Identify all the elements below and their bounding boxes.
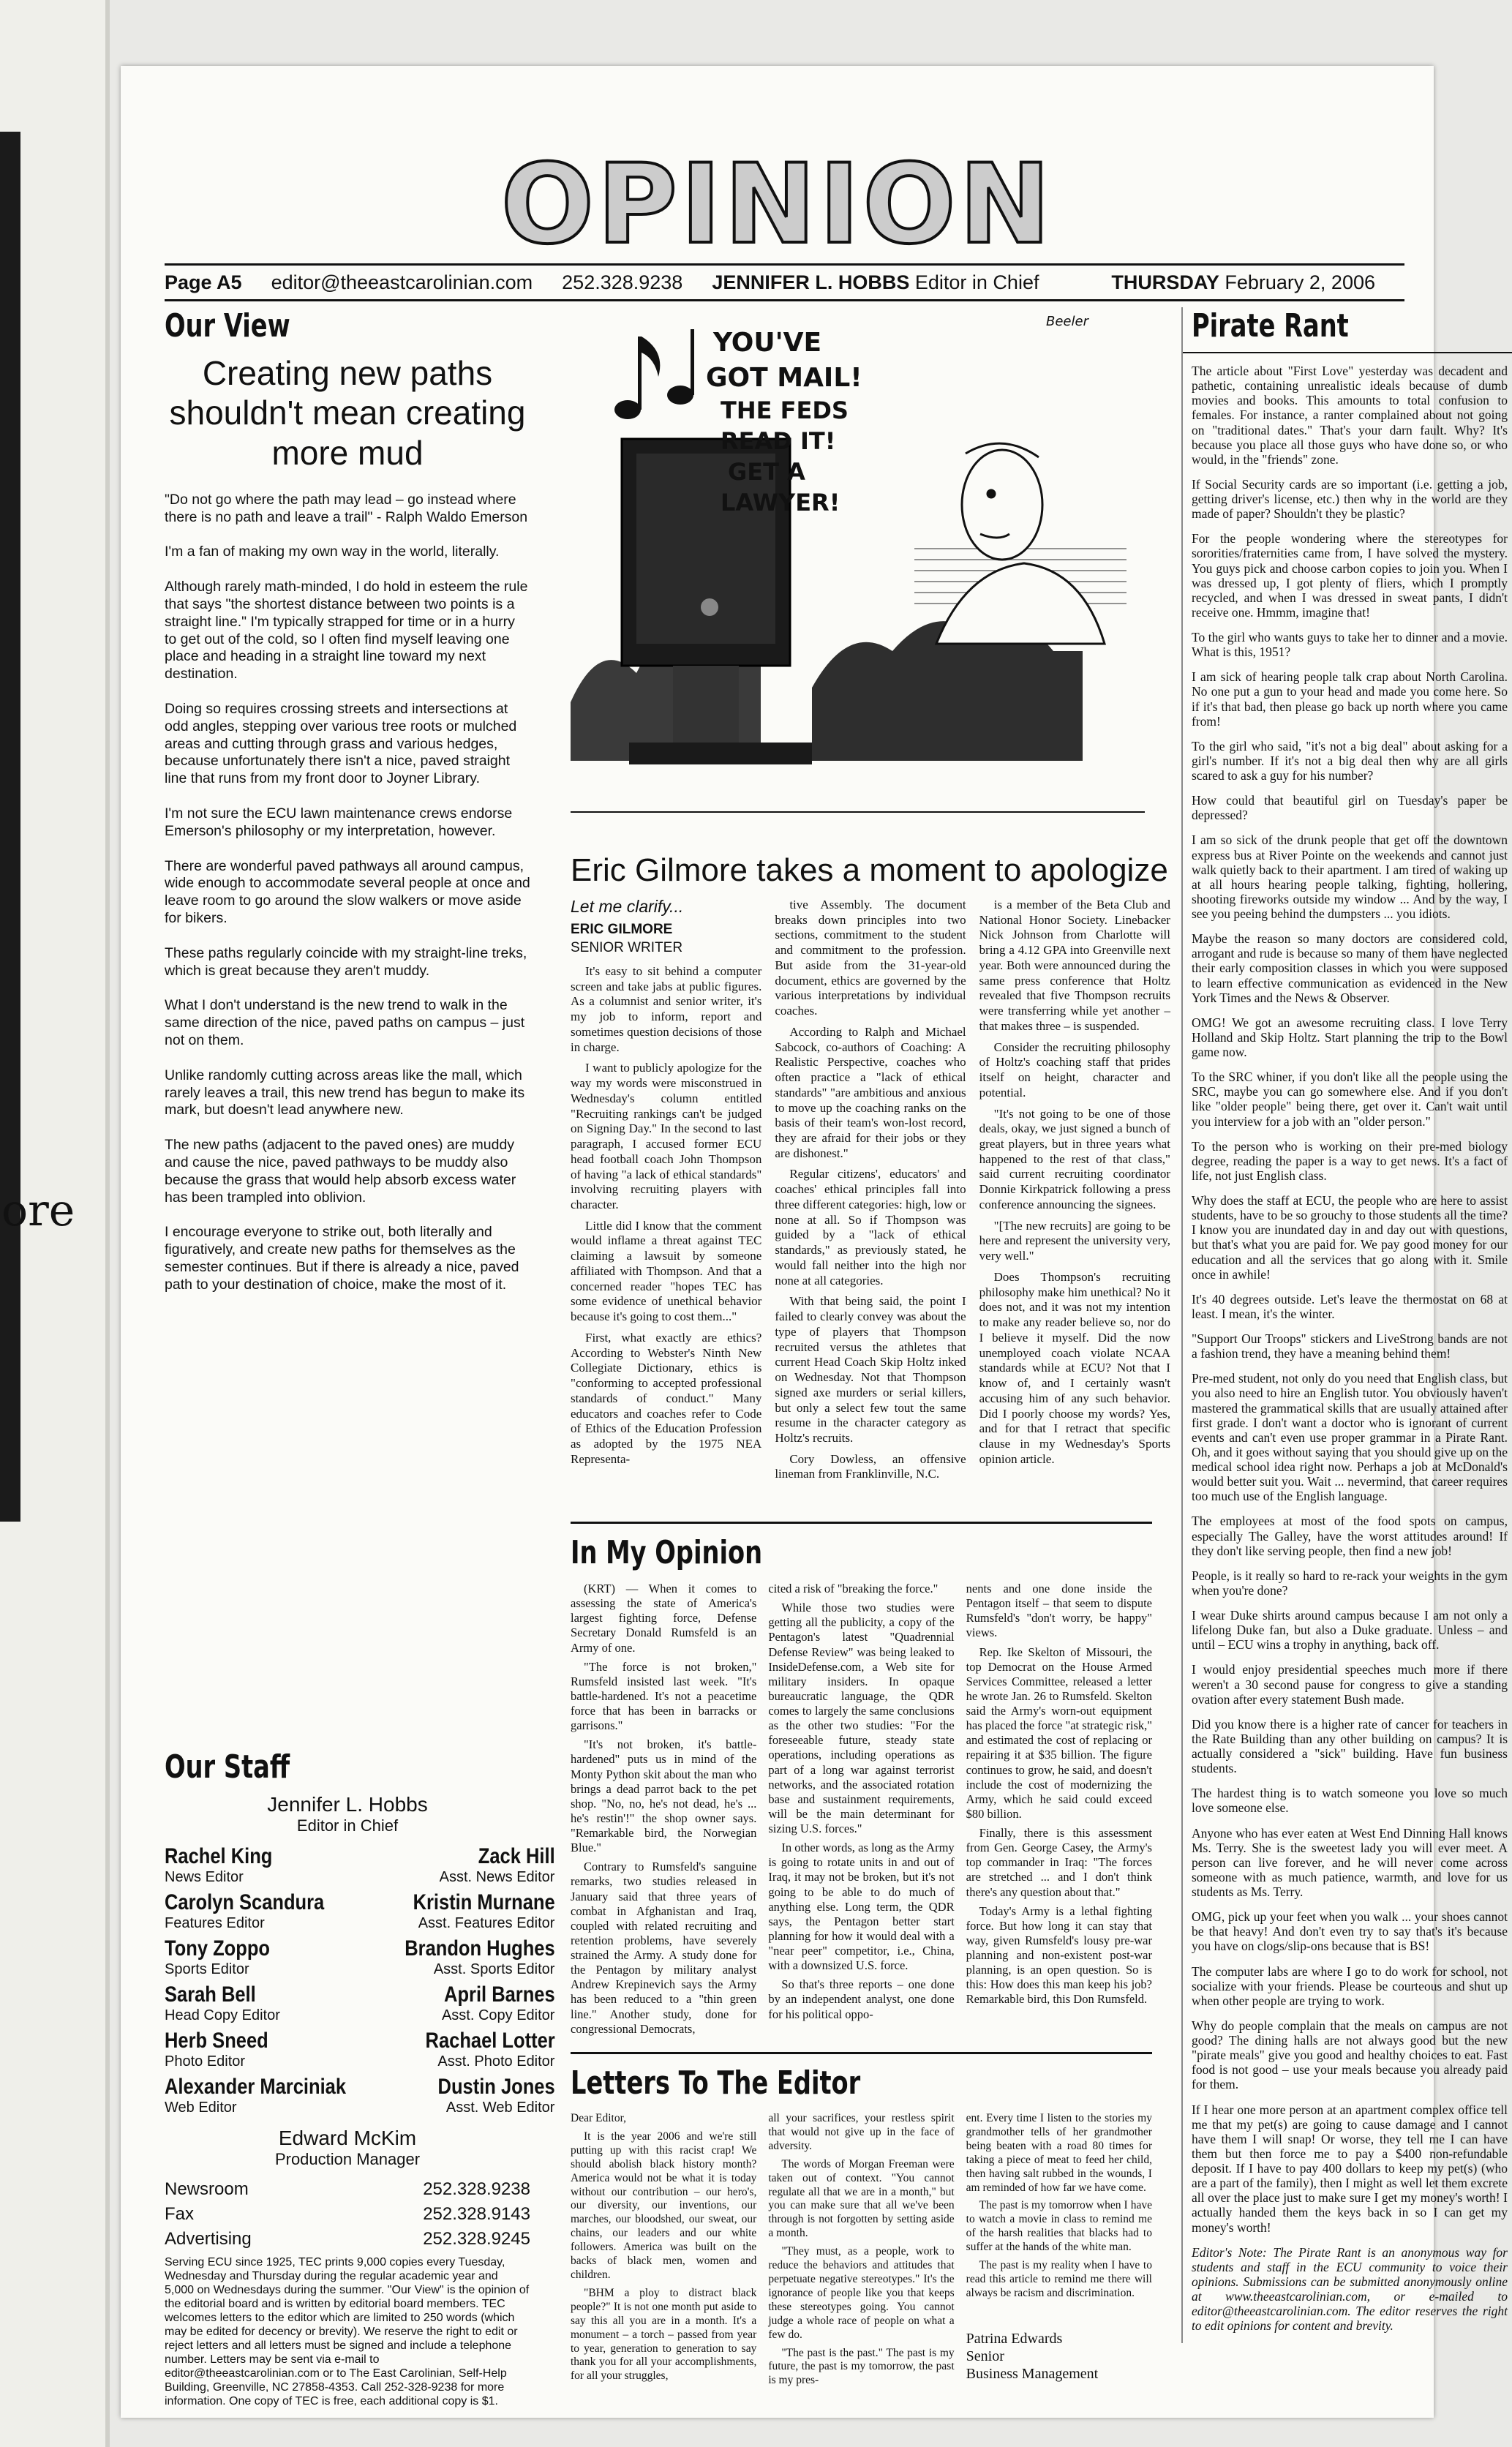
paragraph: "It's not broken, it's battle-hardened" puts us in mind of the Monty Python skit about the man who brings a dead parrot back to the pet shop. "No, no, he's not dead, he's ... he's restin'!" the shop owner says. "Remarkable bird, the Norwegian Blue."	[571, 1737, 757, 1855]
staff-member	[165, 2075, 378, 2116]
paragraph: So that's three reports – one done by an independent analyst, one done for his political oppo-	[768, 1977, 955, 2021]
opinion-col-3	[966, 1582, 1152, 2041]
letter-signature: Patrina Edwards Senior Business Management	[966, 2330, 1099, 2382]
editor-email: editor@theeastcarolinian.com	[271, 271, 533, 293]
cartoonist-signature: Beeler	[1046, 314, 1088, 329]
speech-line: YOU'VE	[713, 328, 822, 358]
paragraph: In other words, as long as the Army is going to rotate units in and out of Iraq, it may not be broken, but it's not going to be able to do much of anything else. Long term, the QDR says, the Pentagon better start planning for how it would deal with a "near peer" competitor, i.e., China, with a downsized U.S. force.	[768, 1841, 955, 1973]
staff-role: Asst. Photo Editor	[437, 2053, 555, 2070]
rant-item: To the SRC whiner, if you don't like all the people using the SRC, maybe you can go somewhere else. And if you don't like "older people" being there, get over it. Can't wait until you interview for a job with an "older person."	[1192, 1070, 1508, 1129]
contact-label: Newsroom	[165, 2179, 249, 2199]
staff-name: Brandon Hughes	[405, 1936, 555, 1961]
rant-item: To the girl who wants guys to take her to dinner and a movie. What is this, 1951?	[1192, 630, 1508, 660]
staff-name: April Barnes	[443, 1982, 555, 2007]
rant-item: OMG! We got an awesome recruiting class. I love Terry Holland and Skip Holtz. Start planning the trip to the Bowl game now.	[1192, 1015, 1508, 1059]
our-staff-heading: Our Staff	[165, 1748, 290, 1786]
staff-name: Kristin Murnane	[413, 1890, 555, 1914]
section-masthead: OPINION	[500, 141, 1054, 268]
staff-member	[165, 1844, 378, 1886]
paragraph: Finally, there is this assessment from Gen. George Casey, the Army's top commander in Iraq: "The forces are stretched ... and I don't think there's any question about that."	[966, 1826, 1152, 1899]
page-info-bar	[165, 263, 1404, 301]
paragraph: ent. Every time I listen to the stories my grandmother tells of her grandmother being beaten with a road 80 times for taking a piece of meat to feed her child, then having salt rubbed in the wounds, I am reminded of how far we have come.	[966, 2112, 1152, 2194]
previous-page-edge	[0, 0, 110, 2447]
rant-item: Maybe the reason so many doctors are considered cold, arrogant and rude is because so many of them have neglected their early composition classes in which you were supposed to learn effective communication as evidenced in the New York Times and the News & Observer.	[1192, 931, 1508, 1005]
staff-member	[378, 2075, 555, 2116]
gilmore-column	[571, 852, 1170, 1488]
rant-item: I would enjoy presidential speeches much more if there weren't a 30 second pause for congress to give a standing ovation after every statement Bush made.	[1192, 1662, 1508, 1707]
paragraph: Cory Dowless, an offensive lineman from Franklinville, N.C.	[775, 1451, 966, 1481]
staff-member	[165, 1936, 378, 1978]
paragraph: "[The new recruits] are going to be here and represent the university very, very well."	[979, 1218, 1170, 1263]
in-my-opinion-section	[571, 1522, 1152, 2041]
rant-item: How could that beautiful girl on Tuesday's paper be depressed?	[1192, 793, 1508, 823]
rant-item: The employees at most of the food spots on campus, especially The Galley, have the worst attitudes around! If they don't like serving people, then find a new job!	[1192, 1514, 1508, 1558]
rant-item: To the girl who said, "it's not a big deal" about asking for a girl's number. If it's not a big deal then why are all girls scared to ask a guy for his number?	[1192, 738, 1508, 783]
rant-item: People, is it really so hard to re-rack your weights in the gym when you're done?	[1192, 1568, 1508, 1598]
our-view-heading: Our View	[165, 307, 290, 345]
paragraph: nents and one done inside the Pentagon itself – that seem to dispute Rumsfeld's "don't worry, be happy" views.	[966, 1582, 1152, 1640]
opinion-col-1	[571, 1582, 756, 2041]
paragraph: Today's Army is a lethal fighting force. But how long it can stay that way, given Rumsfeld's lousy pre-war planning and non-existent post-war planning, is an open question. So is this: How does this man keep his job? Remarkable bird, this Don Rumsfeld.	[966, 1903, 1152, 2007]
rant-item: "Support Our Troops" stickers and LiveStrong bands are not a fashion trend, they have a meaning behind them!	[1192, 1331, 1508, 1361]
staff-role: Asst. Copy Editor	[441, 2007, 555, 2023]
author-role: SENIOR WRITER	[571, 940, 683, 955]
staff-role: Head Copy Editor	[165, 2007, 280, 2023]
author-name: ERIC GILMORE	[571, 922, 673, 937]
staff-name: Alexander Marciniak	[165, 2075, 347, 2099]
paragraph: Consider the recruiting philosophy of Holtz's coaching staff that prides itself on height, character and potential.	[979, 1040, 1170, 1100]
our-view-body	[165, 544, 530, 1293]
staff-member	[165, 1982, 378, 2024]
paragraph: Little did I know that the comment would inflame a threat against TEC claiming a lawsuit by someone affiliated with Thompson. And that a concerned reader "hopes TEC has some evidence of unethical behavior because it's going to cost them..."	[571, 1218, 762, 1324]
paragraph: The new paths (adjacent to the paved ones) are muddy and cause the nice, paved pathways to be muddy also because the grass that would help absorb excess water has been trampled into oblivion.	[165, 1137, 516, 1206]
paragraph: The past is my tomorrow when I have to watch a movie in class to remind me of the harsh realities that blacks had to suffer at the hands of the white man.	[966, 2199, 1152, 2254]
paragraph: I'm not sure the ECU lawn maintenance crews endorse Emerson's philosophy or my interpretation, however.	[165, 805, 513, 839]
staff-role: Asst. Features Editor	[418, 1915, 555, 1931]
staff-editor-role: Editor in Chief	[296, 1816, 399, 1835]
paragraph: (KRT) — When it comes to assessing the state of America's largest fighting force, Defense Secretary Donald Rumsfeld is an Army of one.	[571, 1582, 757, 1655]
our-view-headline: Creating new paths shouldn't mean creating more mud	[169, 354, 526, 472]
gilmore-headline: Eric Gilmore takes a moment to apologize	[571, 852, 1168, 888]
publication-fine-print: Serving ECU since 1925, TEC prints 9,000 copies every Tuesday, Wednesday and Thursday during the regular academic year and 5,000 on Wednesdays during the summer. "Our View" is the opinion of the editorial board and is written by editorial board members. TEC welcomes letters to the editor which are limited to 250 words (which may be edited for decency or brevity). We reserve the right to edit or reject letters and all letters must be signed and include a telephone number. Letters may be sent via e-mail to editor@theeastcarolinian.com or to The East Carolinian, Self-Help Building, Greenville, NC 27858-4353. Call 252-328-9238 for more information. One copy of TEC is free, each additional copy is $1.	[165, 2256, 530, 2407]
page-number: Page A5	[165, 271, 242, 293]
pirate-rant-heading: Pirate Rant	[1192, 307, 1349, 345]
rant-item: The hardest thing is to watch someone you love so much love someone else.	[1192, 1786, 1508, 1816]
newspaper-page	[121, 66, 1508, 2418]
rant-item: I am so sick of the drunk people that get off the downtown express bus at River Pointe on the weekends and cannot just walk quietly back to their apartment. I am tired of waking up at all hours hearing people talking, fighting, hollering, shooting fireworks outside my window ... And by the way, I see you peeing behind the dumpsters ... you idiots.	[1192, 832, 1508, 921]
paragraph: Does Thompson's recruiting philosophy make him unethical? No it does not, and it was not my intention to make any reader believe so, nor do I believe it myself. Did the now unemployed coach violate NCAA standards while at ECU? Not that I know of, and I certainly wasn't accusing him of any such behavior. Did I poorly choose my words? Yes, and for that I retract that specific clause in my Wednesday's Sports opinion article.	[979, 1269, 1170, 1466]
rant-item: The computer labs are where I go to do work for school, not socialize with your friends. Please be courteous and shut up when other people are trying to work.	[1192, 1963, 1508, 2008]
previous-page-photo	[0, 132, 20, 1522]
staff-member	[165, 1890, 378, 1932]
staff-member	[378, 1936, 555, 1978]
production-manager-name: Edward McKim	[278, 2127, 417, 2149]
paragraph: I want to publicly apologize for the way my words were misconstrued in Wednesday's column entitled "Recruiting rankings can't be judged on Signing Day." In the second to last paragraph, I accused former ECU head football coach John Thompson of having "a lack of ethical standards" involving recruiting players with character.	[571, 1061, 762, 1212]
paragraph: It's easy to sit behind a computer screen and take jabs at public figures. As a columnist and senior writer, it's my job to inform, report and sometimes question decisions of those in charge.	[571, 964, 762, 1054]
letters-section	[571, 2052, 1152, 2392]
gilmore-col-2	[775, 898, 966, 1488]
rant-item: It's 40 degrees outside. Let's leave the thermostat on 68 at least. I mean, it's the winter.	[1192, 1291, 1508, 1321]
contact-number: 252.328.9245	[423, 2229, 530, 2249]
paragraph: "BHM a ploy to distract black people?" It is not one month put aside to say this all you are in a month. It's a monument – a torch – passed from year to year, generation to generation to say thank you for all your accomplishments, for all your struggles,	[571, 2286, 757, 2383]
gilmore-col-1	[571, 898, 761, 1488]
paragraph: "The force is not broken," Rumsfeld insisted last week. "It's battle-hardened. It's not a peacetime force that has been in barracks or garrisons."	[571, 1659, 757, 1733]
rant-item: For the people wondering where the stereotypes for sororities/fraternities came from, I have solved the mystery. You guys pick and choose carbon copies to join you. When I was dressed up, I got plenty of fliers, which I promptly recycled, and when I was dressed in sweat pants, I didn't receive one. Hmmm, imagine that!	[1192, 531, 1508, 620]
production-manager-role: Production Manager	[274, 2150, 421, 2168]
staff-role: Photo Editor	[165, 2053, 246, 2070]
paragraph: While those two studies were getting all the publicity, a copy of the Pentagon's latest "Quadrennial Defense Review" was being leaked to InsideDefense.com, a Web site for military insiders. In opaque bureaucratic language, the QDR comes to largely the same conclusions as the other two studies: "For the foreseeable future, steady state operations, including operations as part of a long war against terrorist networks, and the associated rotation base and sustainment requirements, will be the main determinant for sizing U.S. forces."	[768, 1601, 955, 1835]
keyboard	[629, 743, 812, 764]
our-view-column	[165, 307, 530, 1311]
staff-member	[165, 2029, 378, 2070]
rant-item: If Social Security cards are so important (i.e. getting a job, getting driver's license, etc.) then why in the world are they made of paper? Shouldn't they be plastic?	[1192, 476, 1508, 522]
speech-line: GOT MAIL!	[706, 363, 862, 393]
staff-member	[378, 1982, 555, 2024]
staff-list	[165, 1844, 555, 2116]
staff-role: Features Editor	[165, 1915, 265, 1931]
paragraph: Doing so requires crossing streets and intersections at odd angles, stepping over various tree roots or mulched areas and cutting through grass and various hedges, because unfortunately there isn't a nice, paved straight line that runs from my front door to Joyner Library.	[165, 700, 517, 787]
rant-item: Did you know there is a higher rate of cancer for teachers in the Rate Building than any other building on campus? It is actually considered a "sick" building. Have fun business students.	[1192, 1716, 1508, 1776]
staff-name: Rachel King	[165, 1844, 273, 1868]
rant-item: The article about "First Love" yesterday was decadent and pathetic, containing unrealistic ideals because of dumb movies and books. This amounts to total confusion to females. For instance, a ranter complained about not going on "traditional dates." That's your darn fault. Why? It's because you place all those guys who have done so, or who would, in the "friends" zone.	[1192, 364, 1508, 467]
rant-item: Why does the staff at ECU, the people who are here to assist students, have to be so grouchy to those students all the time? I know you are inundated day in and day out with questions, but that's what you are paid for. We pay good money for our education and all the services that go along with it. Smile once in awhile!	[1192, 1193, 1508, 1282]
staff-name: Rachael Lotter	[425, 2029, 555, 2053]
letter-col-1	[571, 2112, 756, 2392]
paragraph: With that being said, the point I failed to clearly convey was about the type of players that Thompson recruited versus the athletes that current Head Coach Skip Holtz inked on Wednesday. Not that Thompson signed axe murders or serial killers, but only a select few tout the same resume in the character category as Holtz's recruits.	[775, 1294, 966, 1445]
paragraph: First, what exactly are ethics? According to Webster's Ninth New Collegiate Dictionary, ethics is "conforming to accepted professional standards of conduct." Many educators and coaches refer to Code of Ethics of the Education Profession as adopted by the 1975 NEA Representa-	[571, 1330, 762, 1466]
letters-heading: Letters To The Editor	[571, 2064, 861, 2102]
paragraph: Rep. Ike Skelton of Missouri, the top Democrat on the House Armed Services Committee, released a letter he wrote Jan. 26 to Rumsfeld. Skelton said the Army's worn-out equipment has placed the force "at strategic risk," and estimated the cost of replacing or repairing it at $35 billion. The figure continues to grow, he said, and doesn't include the cost of modernizing the Army, which he said could exceed $80 billion.	[966, 1645, 1152, 1821]
staff-member	[378, 1890, 555, 1932]
staff-name: Dustin Jones	[437, 2075, 555, 2099]
byline	[571, 898, 761, 957]
our-staff-box	[165, 1748, 555, 2408]
contact-numbers	[165, 2179, 530, 2249]
staff-name: Herb Sneed	[165, 2029, 268, 2053]
staff-name: Tony Zoppo	[165, 1936, 270, 1961]
paragraph: Regular citizens', educators' and coaches' ethical principles fall into three different categories: high, low or none at all. So if Thompson was guided by a "lack of ethical standards," as previously stated, he would fall neither into the high nor none at all categories.	[775, 1167, 966, 1288]
paragraph: These paths regularly coincide with my straight-line treks, which is great because they aren't muddy.	[165, 944, 527, 979]
opinion-col-2	[768, 1582, 954, 2041]
rant-item: I am sick of hearing people talk crap about North Carolina. No one put a gun to your head and made you come here. So if it's that bad, then please go back up north where you came from!	[1192, 669, 1508, 729]
paragraph: The past is my reality when I have to read this article to remind me there will always be racism and discrimination.	[966, 2259, 1152, 2299]
editors-note: Editor's Note: The Pirate Rant is an anonymous way for students and staff in the ECU community to voice their opinions. Submissions can be submitted anonymously online at www.theeastcarolinian.com, or e-mailed to editor@theeastcarolinian.com. The editor reserves the right to edit opinions for content and brevity.	[1192, 2244, 1508, 2334]
staff-role: Asst. Web Editor	[445, 2100, 555, 2116]
paragraph: According to Ralph and Michael Sabcock, co-authors of Coaching: A Realistic Perspective, coaches who often practice a "lack of ethical standards" "are ambitious and anxious to move up the coaching ranks on the basis of their team's won-lost record, they are afraid for their jobs or they are dishonest."	[775, 1024, 966, 1160]
staff-role: Asst. News Editor	[439, 1869, 555, 1885]
paragraph: I encourage everyone to strike out, both literally and figuratively, and create new paths for themselves as the semester continues. But if there is already a nice, paved path to your destination of choice, make the most of it.	[165, 1224, 519, 1293]
paragraph: Although rarely math-minded, I do hold in esteem the rule that says "the shortest distance between two points is a straight line." I'm typically strapped for time or in a hurry to get out of the cold, so I often find myself leaving one place and heading in a straight line toward my next destination.	[165, 579, 528, 683]
paragraph: all your sacrifices, your restless spirit that would not give up in the face of adversity.	[768, 2112, 955, 2152]
letter-col-2	[768, 2112, 954, 2392]
paragraph: Contrary to Rumsfeld's sanguine remarks, two studies released in January said that three years of combat in Afghanistan and Iraq, coupled with related recruiting and retention problems, have severely strained the Army. A study done for the Pentagon by military analyst Andrew Krepinevich says the Army has been reduced to a "thin green line." Another study, done for congressional Democrats,	[571, 1860, 757, 2036]
pirate-rant-body	[1183, 353, 1512, 2333]
paragraph: Dear Editor,	[571, 2112, 626, 2124]
paragraph: There are wonderful paved pathways all around campus, wide enough to accommodate several people at once and leave room to go around the slow walkers or move aside for bikers.	[165, 857, 530, 926]
paragraph: "It's not going to be one of those deals, okay, we just signed a bunch of great players, but in three years what happened to the rest of that class," said current recruiting coordinator Donnie Kirkpatrick following a press conference announcing the signees.	[979, 1106, 1170, 1211]
column-kicker: Let me clarify...	[571, 897, 684, 916]
contact-row	[165, 2179, 530, 2200]
paragraph: What I don't understand is the new trend to walk in the same direction of the nice, paved paths on campus – just not on them.	[165, 997, 525, 1048]
speech-line: THE FEDS	[721, 396, 849, 424]
in-my-opinion-heading: In My Opinion	[571, 1534, 763, 1571]
emerson-quote: "Do not go where the path may lead – go instead where there is no path and leave a trail" - Ralph Waldo Emerson	[165, 491, 528, 525]
staff-role: Web Editor	[165, 2100, 237, 2116]
contact-number: 252.328.9238	[423, 2179, 530, 2199]
previous-page-headline-fragment: ore	[1, 1185, 75, 1236]
contact-label: Advertising	[165, 2229, 252, 2249]
staff-editor-name: Jennifer L. Hobbs	[267, 1793, 428, 1816]
staff-member	[378, 1844, 555, 1886]
staff-role: News Editor	[165, 1869, 244, 1885]
rant-item: Anyone who has ever eaten at West End Dinning Hall knows Ms. Terry. She is the sweetest lady you will ever meet. A person can live forever, and he will never come across someone with as much patience, warmth, and love for us students as Ms. Terry.	[1192, 1825, 1508, 1899]
paragraph: cited a risk of "breaking the force."	[768, 1582, 939, 1595]
staff-member	[378, 2029, 555, 2070]
speech-line: GET A	[728, 458, 805, 486]
staff-name: Carolyn Scandura	[165, 1890, 325, 1914]
editorial-cartoon	[571, 307, 1145, 834]
paragraph: "They must, as a people, work to reduce the behaviors and attitudes that perpetuate negative stereotypes." It's the ignorance of people like you that keeps these stereotypes going. You cannot judge a whole race of people on what a few do.	[768, 2245, 955, 2341]
rant-item: OMG, pick up your feet when you walk ... your shoes cannot be that heavy! And don't even try to say that's it's because you have on clogs/slip-ons because that is BS!	[1192, 1909, 1508, 1954]
speech-line: LAWYER!	[721, 489, 840, 516]
letter-col-3	[966, 2112, 1152, 2392]
rant-item: If I hear one more person at an apartment complex office tell me that my pet(s) are going to cause damage and I cannot have them I will snap! Or worse, they tell me I can have them but then force me to pay a $400 non-refundable deposit. If I have to pay 400 dollars to keep my pet(s) (who are a part of the family), then I might as well let them excrete all over the place just to make sure I get my money's worth! I actually handed them the keys back in so I can get my money's worth!	[1192, 2102, 1508, 2235]
staff-name: Zack Hill	[478, 1844, 555, 1868]
paragraph: Unlike randomly cutting across areas like the mall, which rarely leaves a trail, this new trend has begun to make its mark, but doesn't lead anywhere new.	[165, 1067, 525, 1119]
contact-number: 252.328.9143	[423, 2204, 530, 2224]
contact-label: Fax	[165, 2204, 195, 2224]
staff-role: Asst. Sports Editor	[433, 1961, 555, 1977]
rant-item: I wear Duke shirts around campus because I am not only a lifelong Duke fan, but also a Duke graduate. Unless – and until – ECU wins a trophy in anything, back off.	[1192, 1608, 1508, 1653]
paragraph: is a member of the Beta Club and National Honor Society. Linebacker Nick Johnson from Charlotte will bring a 4.12 GPA into Greenville next year. Both were announced during the same press conference that Holtz revealed that five Thompson recruits were transferring while yet another – that makes three – is suspended.	[979, 898, 1170, 1033]
staff-name: Sarah Bell	[165, 1982, 256, 2007]
paragraph: The words of Morgan Freeman were taken out of context. "You cannot regulate all that we are in a month," but you can make sure that all we've been through is not forgotten by setting aside a month.	[768, 2157, 955, 2240]
editor-credit: JENNIFER L. HOBBS Editor in Chief	[712, 271, 1039, 293]
phone-number: 252.328.9238	[562, 271, 683, 293]
speech-line: READ IT!	[721, 427, 836, 455]
contact-row	[165, 2229, 530, 2249]
rant-item: Pre-med student, not only do you need that English class, but you also need to hire an English tutor. You obviously haven't mastered the grammatical skills that are usually attained after first grade. I don't want a doctor who is ignorant of current events and can't even use proper grammar in a Pirate Rant. Oh, and it goes without saying that you should give up on the medical school idea right now. Perhaps a job at McDonald's would better suit you. Wait ... nevermind, that career requires too much use of the English language.	[1192, 1371, 1508, 1504]
rant-item: Why do people complain that the meals on campus are not good? The dining halls are not always good but the new "pirate meals" give you good and healthy choices to eat. Fast food is not good – use your meals because you already paid for them.	[1192, 2018, 1508, 2092]
paragraph: "The past is the past." The past is my future, the past is my tomorrow, the past is my pres-	[768, 2346, 955, 2387]
staff-role: Sports Editor	[165, 1961, 249, 1977]
gilmore-col-3	[979, 898, 1170, 1488]
paragraph: tive Assembly. The document breaks down principles into two sections, commitment to the student and commitment to the profession. But aside from the 31-year-old document, ethics are governed by the various interpretations by individual coaches.	[775, 898, 966, 1018]
pirate-rant-column	[1181, 307, 1512, 2343]
monitor-stand	[673, 666, 739, 746]
rant-item: To the person who is working on their pre-med biology degree, reading the paper is a way to get news. It's a fact of life, not just English class.	[1192, 1138, 1508, 1183]
paragraph: I'm a fan of making my own way in the world, literally.	[165, 544, 500, 560]
issue-date: THURSDAY February 2, 2006	[1111, 271, 1375, 293]
contact-row	[165, 2204, 530, 2225]
paragraph: It is the year 2006 and we're still putting up with this racist crap! We should abolish black history month? America would not be what it is today without our contribution – our hero's, our diversity, our inventions, our marches, our bloodshed, our sweat, our chains, our leaders and our white followers. America was built on the backs of black men, women and children.	[571, 2130, 757, 2281]
